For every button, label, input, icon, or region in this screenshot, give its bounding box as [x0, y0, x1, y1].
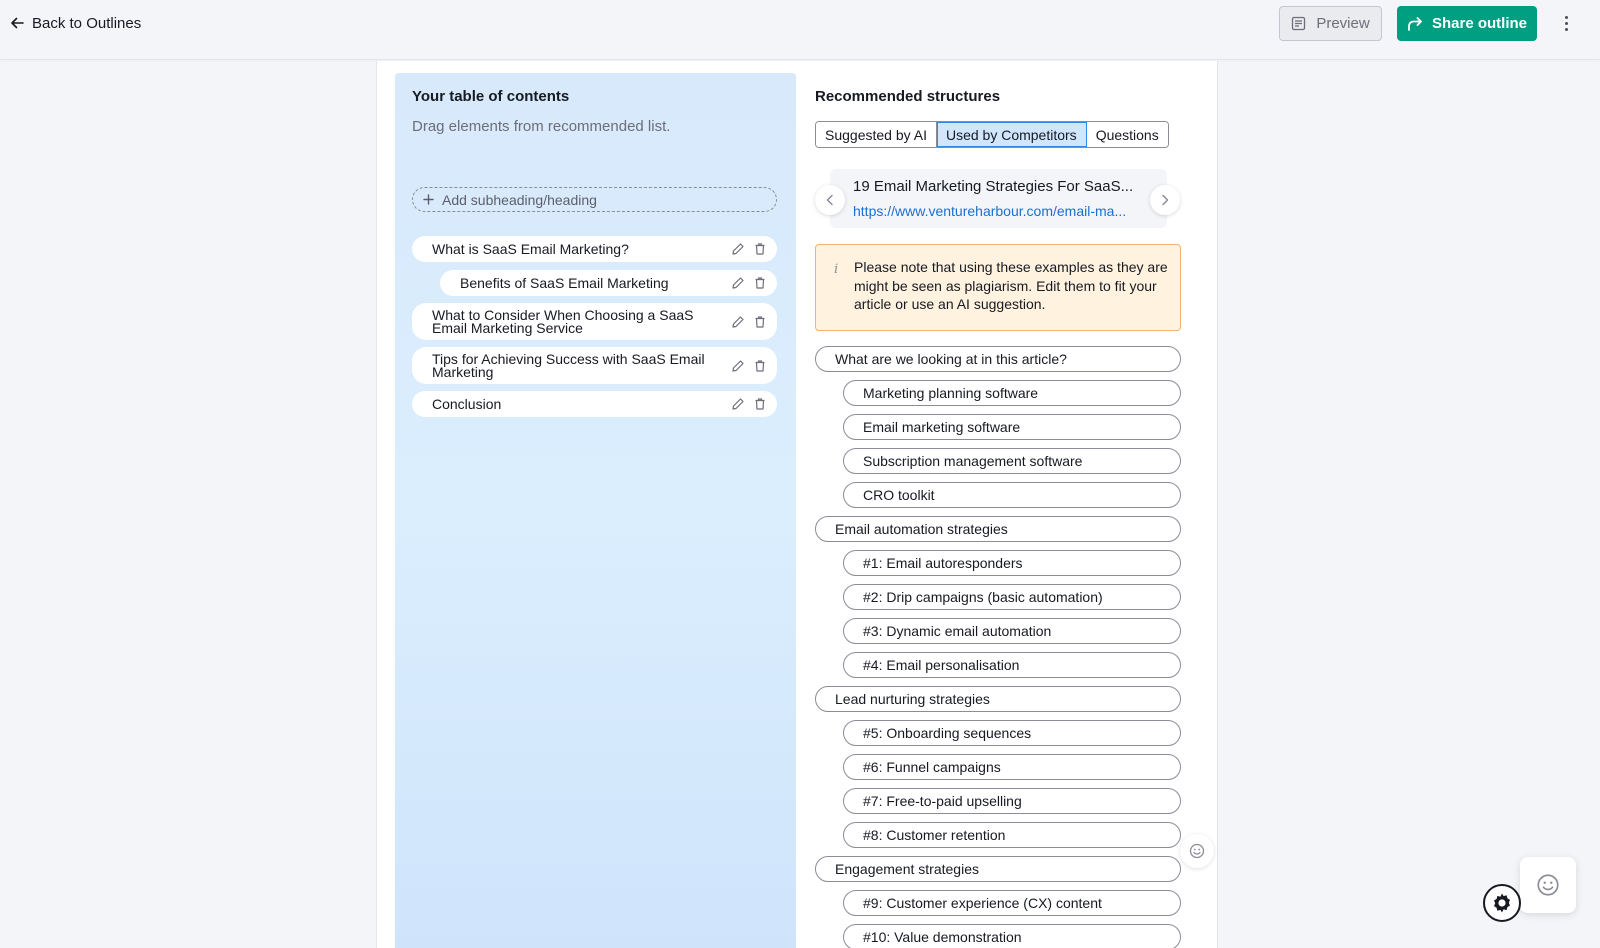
toc-item[interactable] [412, 303, 777, 340]
tab-used-by-competitors[interactable]: Used by Competitors [937, 122, 1087, 147]
back-label: Back to Outlines [32, 14, 142, 32]
recommended-title: Recommended structures [815, 88, 1001, 105]
document-icon [1291, 16, 1306, 31]
outline-subheading-pill[interactable]: Email marketing software [843, 414, 1181, 440]
chevron-right-icon [1159, 194, 1171, 206]
share-outline-button[interactable] [1397, 6, 1537, 41]
trash-icon[interactable] [753, 315, 767, 329]
carousel-next-button[interactable] [1150, 185, 1180, 215]
outline-subheading-pill[interactable]: #5: Onboarding sequences [843, 720, 1181, 746]
outline-subheading-pill[interactable]: CRO toolkit [843, 482, 1181, 508]
outline-subheading-pill[interactable]: #9: Customer experience (CX) content [843, 890, 1181, 916]
source-url-link[interactable]: https://www.ventureharbour.com/email-ma... [853, 203, 1127, 219]
add-heading-label: Add subheading/heading [442, 191, 597, 208]
outline-subheading-pill[interactable]: #10: Value demonstration [843, 924, 1181, 948]
plus-icon [423, 194, 434, 205]
preview-label: Preview [1316, 15, 1370, 32]
settings-button[interactable] [1483, 884, 1521, 922]
outline-heading-pill[interactable]: Lead nurturing strategies [815, 686, 1181, 712]
gear-icon [1490, 891, 1514, 915]
edit-pencil-icon[interactable] [731, 315, 745, 329]
outline-heading-pill[interactable]: What are we looking at in this article? [815, 346, 1181, 372]
outline-subheading-pill[interactable]: #2: Drip campaigns (basic automation) [843, 584, 1181, 610]
outline-subheading-pill[interactable]: #3: Dynamic email automation [843, 618, 1181, 644]
top-bar [0, 0, 1600, 60]
outline-subheading-pill[interactable]: #8: Customer retention [843, 822, 1181, 848]
notice-text: Please note that using these examples as they are might be seen as plagiarism. Edit them to fit your article or use an AI suggestion. [854, 259, 1168, 312]
edit-pencil-icon[interactable] [731, 242, 745, 256]
outline-subheading-pill[interactable]: #6: Funnel campaigns [843, 754, 1181, 780]
outline-subheading-pill[interactable]: Marketing planning software [843, 380, 1181, 406]
toc-item[interactable] [412, 347, 777, 384]
share-arrow-icon [1407, 17, 1423, 31]
toc-subtitle: Drag elements from recommended list. [412, 118, 671, 135]
feedback-smiley-button[interactable] [1180, 834, 1214, 868]
carousel-prev-button[interactable] [815, 185, 845, 215]
toc-item-label: Conclusion [432, 395, 502, 412]
preview-button[interactable] [1279, 6, 1382, 41]
outline-heading-pill[interactable]: Email automation strategies [815, 516, 1181, 542]
edit-pencil-icon[interactable] [731, 359, 745, 373]
trash-icon[interactable] [753, 359, 767, 373]
outline-subheading-pill[interactable]: #1: Email autoresponders [843, 550, 1181, 576]
outline-heading-pill[interactable]: Engagement strategies [815, 856, 1181, 882]
smiley-icon [1536, 873, 1560, 897]
chevron-left-icon [824, 194, 836, 206]
smiley-icon [1189, 843, 1205, 859]
toc-item[interactable] [412, 236, 777, 262]
toc-item-label: Tips for Achieving Success with SaaS Email Marketing [432, 350, 705, 380]
outline-subheading-pill[interactable]: #7: Free-to-paid upselling [843, 788, 1181, 814]
outline-subheading-pill[interactable]: Subscription management software [843, 448, 1181, 474]
info-icon: i [834, 262, 839, 277]
tab-suggested-by-ai[interactable]: Suggested by AI [816, 122, 937, 147]
trash-icon[interactable] [753, 397, 767, 411]
trash-icon[interactable] [753, 242, 767, 256]
back-to-outlines-link[interactable] [10, 12, 141, 34]
tab-questions[interactable]: Questions [1087, 122, 1168, 147]
arrow-left-icon [10, 16, 24, 30]
trash-icon[interactable] [753, 276, 767, 290]
plagiarism-notice [815, 244, 1181, 331]
share-label: Share outline [1431, 15, 1528, 32]
source-title: 19 Email Marketing Strategies For SaaS... [853, 178, 1134, 195]
toc-item[interactable] [440, 270, 777, 296]
toc-item[interactable] [412, 391, 777, 417]
more-options-icon[interactable] [1556, 12, 1576, 34]
edit-pencil-icon[interactable] [731, 397, 745, 411]
toc-item-label: What to Consider When Choosing a SaaS Email Marketing Service [432, 306, 694, 336]
toc-title: Your table of contents [412, 88, 570, 105]
edit-pencil-icon[interactable] [731, 276, 745, 290]
add-heading-button[interactable] [412, 187, 777, 212]
toc-item-label: What is SaaS Email Marketing? [432, 240, 629, 257]
outline-subheading-pill[interactable]: #4: Email personalisation [843, 652, 1181, 678]
structure-tabs [815, 121, 1169, 148]
feedback-widget-button[interactable] [1520, 857, 1576, 913]
toc-item-label: Benefits of SaaS Email Marketing [460, 274, 669, 291]
